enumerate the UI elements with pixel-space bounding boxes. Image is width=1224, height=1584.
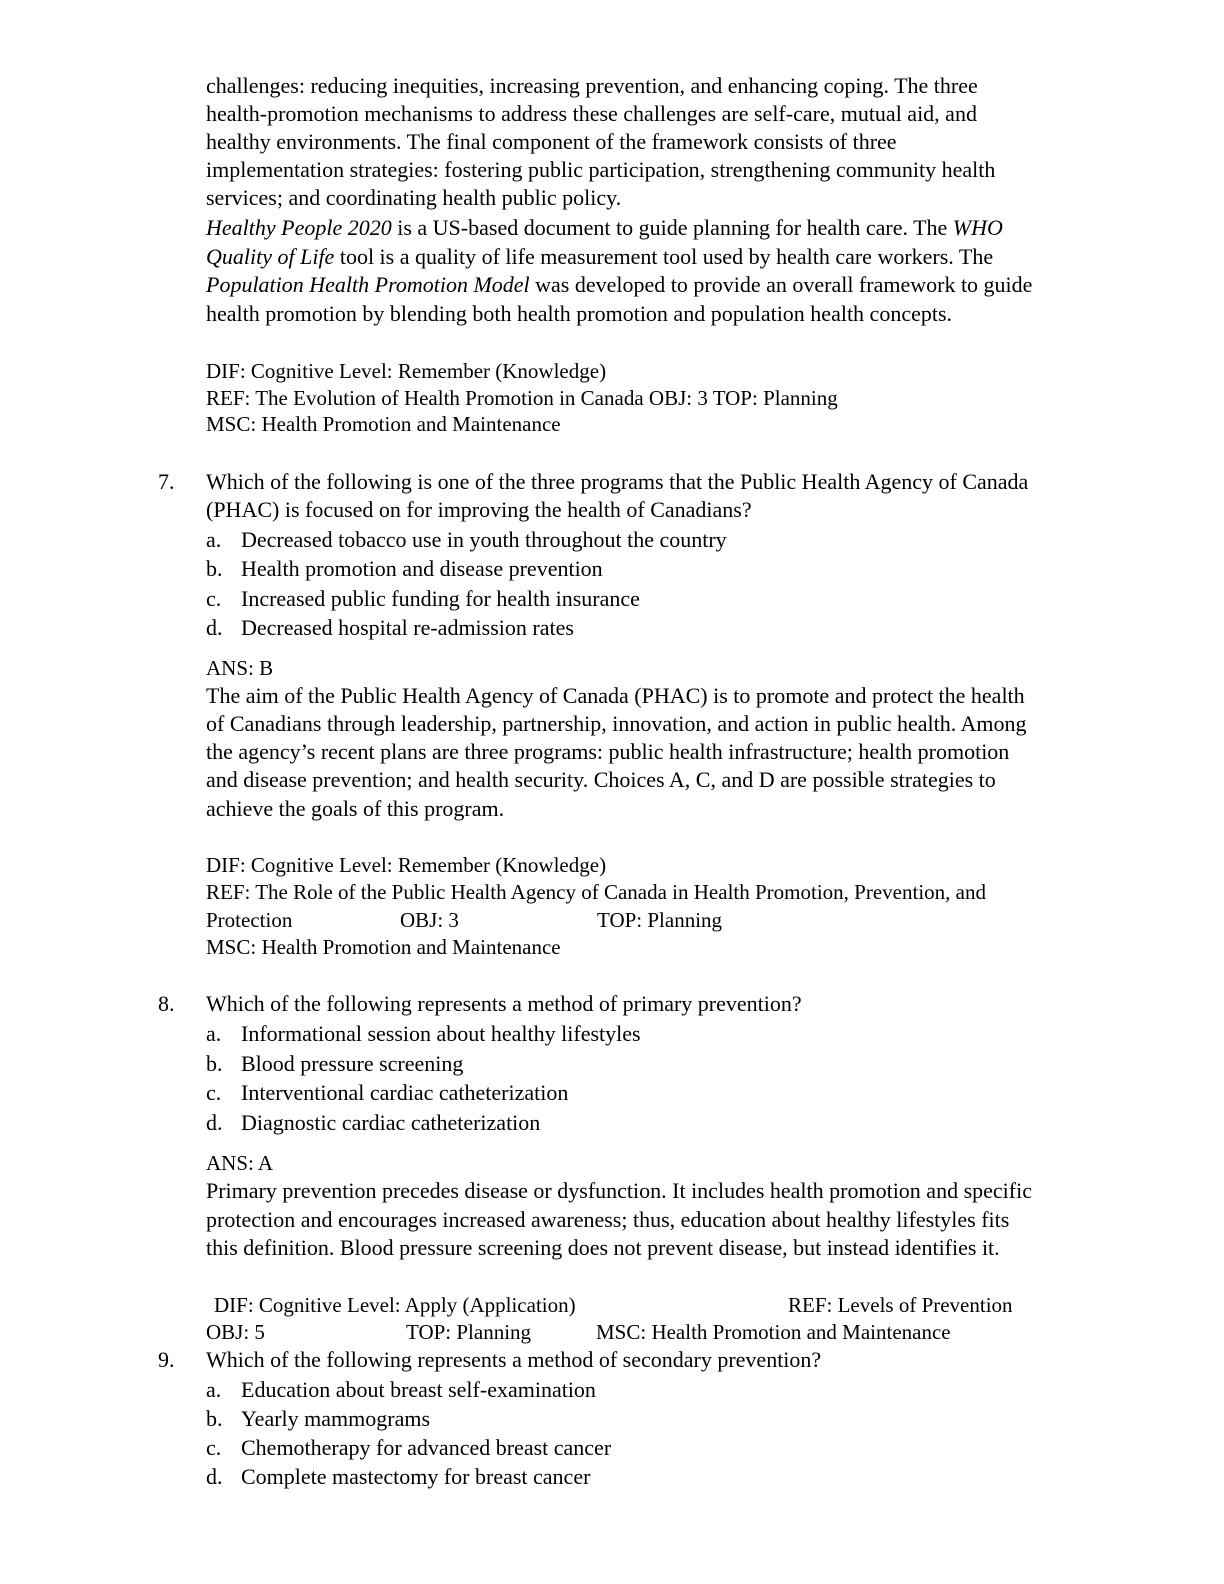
q8-obj: OBJ: 5 bbox=[206, 1320, 265, 1344]
q8-option-a-letter: a. bbox=[206, 1021, 222, 1046]
q7-option-b-text: Health promotion and disease prevention bbox=[241, 556, 603, 581]
q7-option-b-letter: b. bbox=[206, 556, 223, 581]
q7-rationale-line-5: achieve the goals of this program. bbox=[206, 796, 505, 821]
q9-option-c-text: Chemotherapy for advanced breast cancer bbox=[241, 1435, 612, 1460]
q8-option-b-letter: b. bbox=[206, 1051, 223, 1076]
q8-top: TOP: Planning bbox=[406, 1320, 532, 1344]
q9-option-c-letter: c. bbox=[206, 1435, 222, 1460]
q7-top: TOP: Planning bbox=[597, 908, 723, 932]
question-9-number: 9. bbox=[158, 1347, 175, 1372]
intro-line-2: health-promotion mechanisms to address these challenges are self-care, mutual aid, and bbox=[206, 101, 977, 126]
q8-option-d-letter: d. bbox=[206, 1110, 223, 1135]
q8-option-d-text: Diagnostic cardiac catheterization bbox=[241, 1110, 541, 1135]
intro-dif: DIF: Cognitive Level: Remember (Knowledge) bbox=[206, 359, 607, 383]
q8-answer: ANS: A bbox=[206, 1151, 274, 1175]
q9-option-a-letter: a. bbox=[206, 1377, 222, 1402]
q7-option-c-text: Increased public funding for health insurance bbox=[241, 586, 640, 611]
q8-rationale-line-3: this definition. Blood pressure screening does not prevent disease, but instead identifies it. bbox=[206, 1235, 1000, 1260]
intro-ref: REF: The Evolution of Health Promotion in Canada OBJ: 3 TOP: Planning bbox=[206, 386, 838, 410]
question-8-number: 8. bbox=[158, 991, 175, 1016]
q7-rationale-line-3: the agency’s recent plans are three programs: public health infrastructure; health promotion bbox=[206, 739, 1010, 764]
q7-rationale-line-4: and disease prevention; and health security. Choices A, C, and D are possible strategies to bbox=[206, 767, 996, 792]
intro-line-5: services; and coordinating health public policy. bbox=[206, 185, 622, 210]
q9-option-d-text: Complete mastectomy for breast cancer bbox=[241, 1464, 591, 1489]
q8-option-c-letter: c. bbox=[206, 1080, 222, 1105]
intro-p2-line-2 bbox=[206, 243, 993, 271]
q7-ref: REF: The Role of the Public Health Agency of Canada in Health Promotion, Prevention, and bbox=[206, 880, 986, 904]
q7-rationale-line-1: The aim of the Public Health Agency of Canada (PHAC) is to promote and protect the health bbox=[206, 683, 1025, 708]
q7-dif: DIF: Cognitive Level: Remember (Knowledge) bbox=[206, 853, 607, 877]
q7-rationale-line-2: of Canadians through leadership, partnership, innovation, and action in public health. Among bbox=[206, 711, 1027, 736]
q9-option-a-text: Education about breast self-examination bbox=[241, 1377, 596, 1402]
question-9-stem: Which of the following represents a method of secondary prevention? bbox=[206, 1347, 822, 1372]
question-8-stem: Which of the following represents a method of primary prevention? bbox=[206, 991, 802, 1016]
q8-option-b-text: Blood pressure screening bbox=[241, 1051, 464, 1076]
title-population-health-model: Population Health Promotion Model bbox=[206, 272, 530, 297]
intro-line-3: healthy environments. The final component of the framework consists of three bbox=[206, 129, 897, 154]
q8-msc: MSC: Health Promotion and Maintenance bbox=[596, 1320, 951, 1344]
q7-obj: OBJ: 3 bbox=[400, 908, 459, 932]
q8-rationale-line-2: protection and encourages increased awareness; thus, education about healthy lifestyles fits bbox=[206, 1207, 1010, 1232]
q7-option-d-letter: d. bbox=[206, 615, 223, 640]
intro-p2-line-4: health promotion by blending both health promotion and population health concepts. bbox=[206, 301, 953, 326]
q7-option-c-letter: c. bbox=[206, 586, 222, 611]
intro-p2-line-3 bbox=[206, 271, 1032, 299]
q7-msc: MSC: Health Promotion and Maintenance bbox=[206, 935, 561, 959]
q9-option-b-text: Yearly mammograms bbox=[241, 1406, 431, 1431]
intro-p2-text: is a US-based document to guide planning for health care. The bbox=[391, 215, 953, 240]
q9-option-d-letter: d. bbox=[206, 1464, 223, 1489]
q7-ref-cont: Protection bbox=[206, 908, 293, 932]
title-quality-of-life: Quality of Life bbox=[206, 244, 335, 269]
q8-option-a-text: Informational session about healthy lifestyles bbox=[241, 1021, 641, 1046]
question-7-stem-line-1: Which of the following is one of the three programs that the Public Health Agency of Canada bbox=[206, 469, 1029, 494]
q8-ref: REF: Levels of Prevention bbox=[788, 1293, 1013, 1317]
q7-option-a-text: Decreased tobacco use in youth throughout the country bbox=[241, 527, 727, 552]
intro-line-1: challenges: reducing inequities, increasing prevention, and enhancing coping. The three bbox=[206, 73, 978, 98]
intro-p2-line-1 bbox=[206, 214, 1003, 242]
q9-option-b-letter: b. bbox=[206, 1406, 223, 1431]
intro-line-4: implementation strategies: fostering public participation, strengthening community health bbox=[206, 157, 996, 182]
question-7-number: 7. bbox=[158, 469, 175, 494]
title-healthy-people: Healthy People 2020 bbox=[206, 215, 392, 240]
title-who: WHO bbox=[952, 215, 1003, 240]
q8-dif: DIF: Cognitive Level: Apply (Application) bbox=[214, 1293, 576, 1317]
intro-p2-text: was developed to provide an overall framework to guide bbox=[529, 272, 1033, 297]
question-7-stem-line-2: (PHAC) is focused on for improving the health of Canadians? bbox=[206, 497, 752, 522]
q8-rationale-line-1: Primary prevention precedes disease or dysfunction. It includes health promotion and specific bbox=[206, 1178, 1032, 1203]
q7-option-a-letter: a. bbox=[206, 527, 222, 552]
intro-msc: MSC: Health Promotion and Maintenance bbox=[206, 412, 561, 436]
q7-answer: ANS: B bbox=[206, 656, 274, 680]
q7-option-d-text: Decreased hospital re-admission rates bbox=[241, 615, 574, 640]
intro-p2-text: tool is a quality of life measurement tool used by health care workers. The bbox=[334, 244, 994, 269]
q8-option-c-text: Interventional cardiac catheterization bbox=[241, 1080, 569, 1105]
